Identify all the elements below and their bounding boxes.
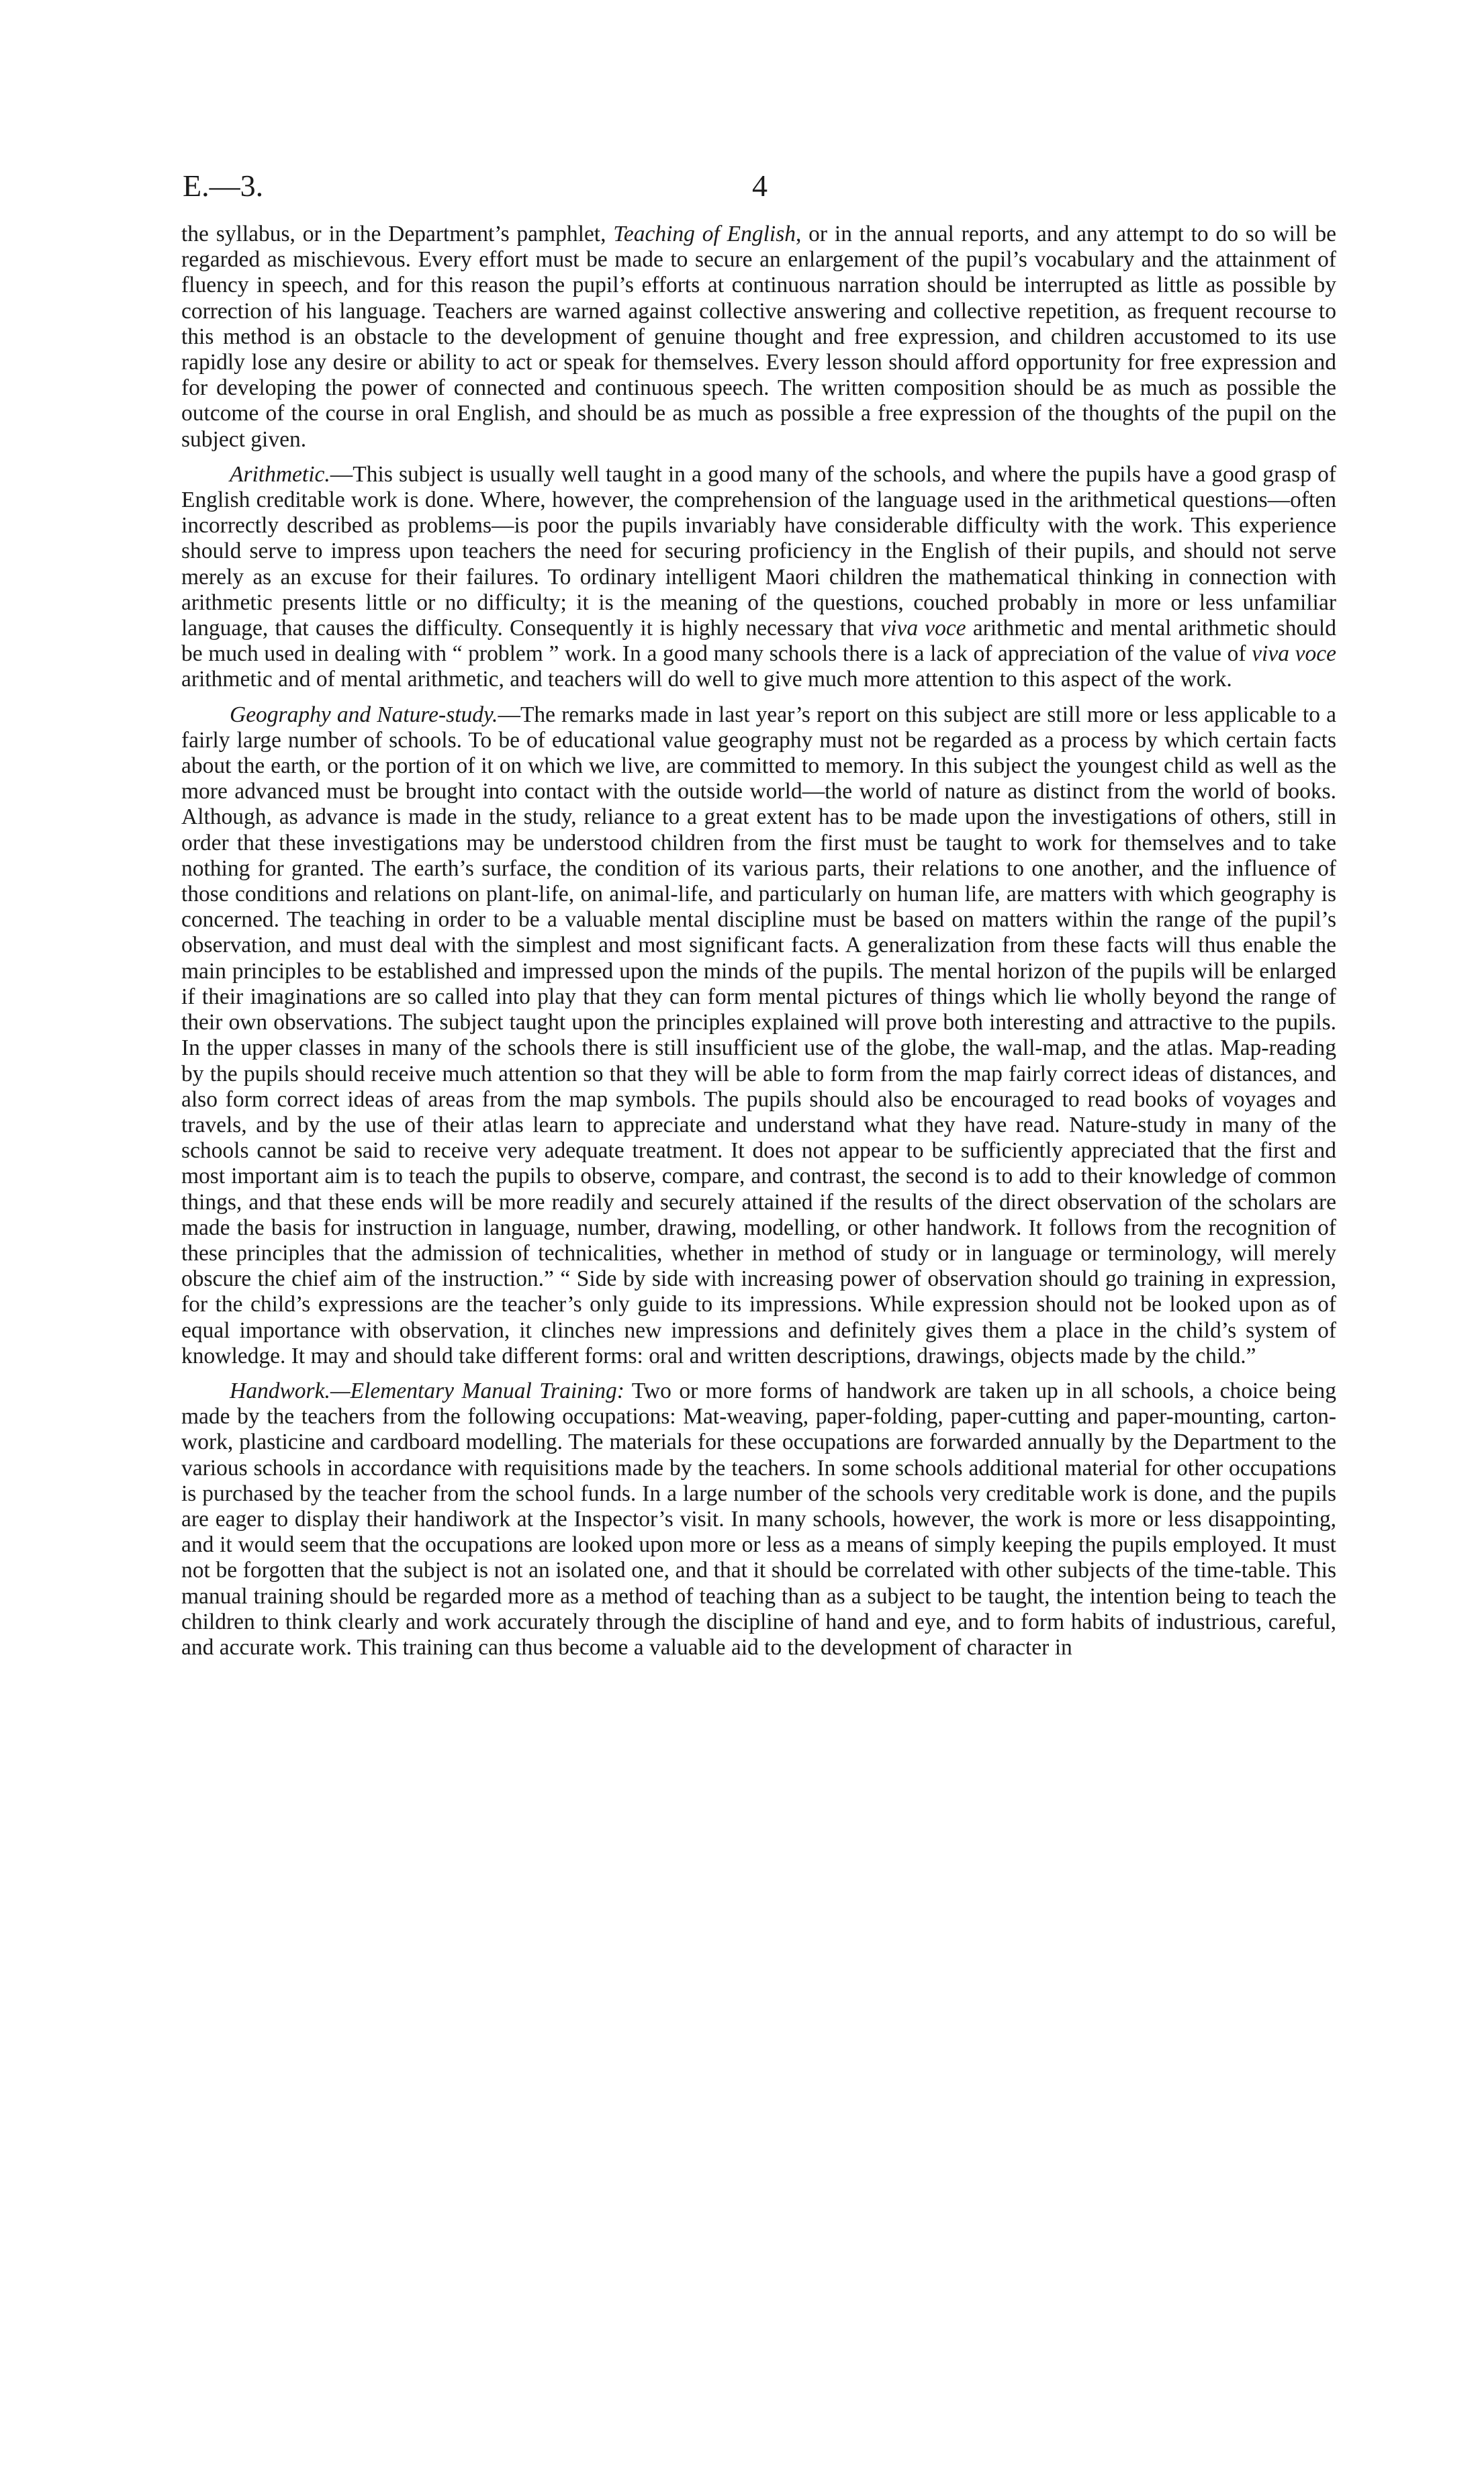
paragraph-arithmetic <box>181 462 1336 693</box>
paragraph-handwork <box>181 1379 1336 1661</box>
paragraph-geography <box>181 702 1336 1369</box>
page-header <box>181 161 1336 222</box>
section-heading-geography: Geography and Nature-study. <box>230 702 498 727</box>
pamphlet-title: Teaching of English <box>613 222 796 246</box>
paragraph-text: the syllabus, or in the Department’s pamphlet, <box>181 222 614 246</box>
page-number: 4 <box>752 169 768 203</box>
paragraph-text: , or in the annual reports, and any attempt to do so will be regarded as mischievous. Every effort must be made to secure an enlargement of the pupil’s vocabulary and the attainment of fluency in speech, and for this reason the pupil’s efforts at continuous narration should be interrupted as little as possible by correction of his language. Teachers are warned against collective answering and collective repetition, as frequent recourse to this method is an obstacle to the development of genuine thought and free expression, and children accustomed to its use rapidly lose any desire or ability to act or speak for themselves. Every lesson should afford opportunity for free expression and for developing the power of connected and continuous speech. The written composition should be as much as possible the outcome of the course in oral English, and should be as much as possible a free expression of the thoughts of the pupil on the subject given. <box>181 222 1336 452</box>
section-heading-arithmetic: Arithmetic. <box>230 461 330 487</box>
paragraph-text: —This subject is usually well taught in a good many of the schools, and where the pupils have a good grasp of English creditable work is done. Where, however, the comprehension of the language used in the arithmetical questions—often incorrectly described as problems—is poor the pupils invariably have considerable difficulty with the work. This experience should serve to impress upon teachers the need for securing proficiency in the English of their pupils, and should not serve merely as an excuse for their failures. To ordinary intelligent Maori children the mathematical thinking in connection with arithmetic presents little or no difficulty; it is the meaning of the questions, couched probably in more or less unfamiliar language, that causes the difficulty. Consequently it is highly necessary that <box>181 461 1336 641</box>
italic-term: viva voce <box>1252 641 1337 667</box>
paragraph-text: arithmetic and of mental arithmetic, and teachers will do well to give much more attention to this aspect of the work. <box>181 667 1232 692</box>
paragraph-text: arithmetic and mental arithmetic should be much used in dealing with “ problem ” work. In a good many schools there is a lack of appreciation of the value of <box>181 616 1336 667</box>
document-reference: E.—3. <box>183 169 264 203</box>
paragraph-text: —The remarks made in last year’s report on this subject are still more or less applicable to a fairly large number of schools. To be of educational value geography must not be regarded as a process by which certain facts about the earth, or the portion of it on which we live, are committed to memory. In this subject the youngest child as well as the more advanced must be brought into contact with the outside world—the world of nature as distinct from the world of books. Although, as advance is made in the study, reliance to a great extent has to be made upon the investigations of others, still in order that these investigations may be understood children from the first must be taught to work for themselves and to take nothing for granted. The earth’s surface, the condition of its various parts, their relations to one another, and the influence of those conditions and relations on plant-life, on animal-life, and particularly on human life, are matters with which geography is concerned. The teaching in order to be a valuable mental discipline must be based on matters within the range of the pupil’s observation, and must deal with the simplest and most significant facts. A generalization from these facts will thus enable the main principles to be established and impressed upon the minds of the pupils. The mental horizon of the pupils will be enlarged if their imaginations are so called into play that they can form mental pictures of things which lie wholly beyond the range of their own observations. The subject taught upon the principles explained will prove both interesting and attractive to the pupils. In the upper classes in many of the schools there is still insufficient use of the globe, the wall-map, and the atlas. Map-reading by the pupils should receive much attention so that they will be able to form from the map fairly correct ideas of distances, and also form correct ideas of areas from the map symbols. The pupils should also be encouraged to read books of voyages and travels, and by the use of their atlas learn to appreciate and understand what they have read. Nature-study in many of the schools cannot be said to receive very adequate treatment. It does not appear to be sufficiently appreciated that the first and most important aim is to teach the pupils to observe, compare, and contrast, the second is to add to their knowledge of common things, and that these ends will be more readily and securely attained if the results of the direct observation of the scholars are made the basis for instruction in language, number, drawing, modelling, or other handwork. It follows from the recognition of these principles that the admission of technicalities, whether in method of study or in language or terminology, will merely obscure the chief aim of the instruction.” “ Side by side with increasing power of observation should go training in expression, for the child’s expressions are the teacher’s only guide to its impressions. While expression should not be looked upon as of equal importance with observation, it clinches new impressions and definitely gives them a place in the child’s system of knowledge. It may and should take different forms: oral and written descriptions, drawings, objects made by the child.” <box>181 702 1336 1368</box>
section-heading-handwork: Handwork.—Elementary Manual Training: <box>230 1378 624 1403</box>
paragraph-text: Two or more forms of handwork are taken up in all schools, a choice being made by the teachers from the following occupations: Mat-weaving, paper-folding, paper-cutting and paper-mounting, carton-work, plasticine and cardboard modelling. The materials for these occupations are forwarded annually by the Department to the various schools in accordance with requisitions made by the teachers. In some schools additional material for other occupations is purchased by the teacher from the school funds. In a large number of the schools very creditable work is done, and the pupils are eager to display their handiwork at the Inspector’s visit. In many schools, however, the work is more or less disappointing, and it would seem that the occupations are looked upon more or less as a means of simply keeping the pupils employed. It must not be forgotten that the subject is not an isolated one, and that it should be correlated with other subjects of the time-table. This manual training should be regarded more as a method of teaching than as a subject to be taught, the intention being to teach the children to think clearly and work accurately through the discipline of hand and eye, and to form habits of industrious, careful, and accurate work. This training can thus become a valuable aid to the development of character in <box>181 1378 1336 1660</box>
document-page <box>181 161 1336 1670</box>
paragraph-syllabus <box>181 222 1336 453</box>
italic-term: viva voce <box>880 616 966 641</box>
